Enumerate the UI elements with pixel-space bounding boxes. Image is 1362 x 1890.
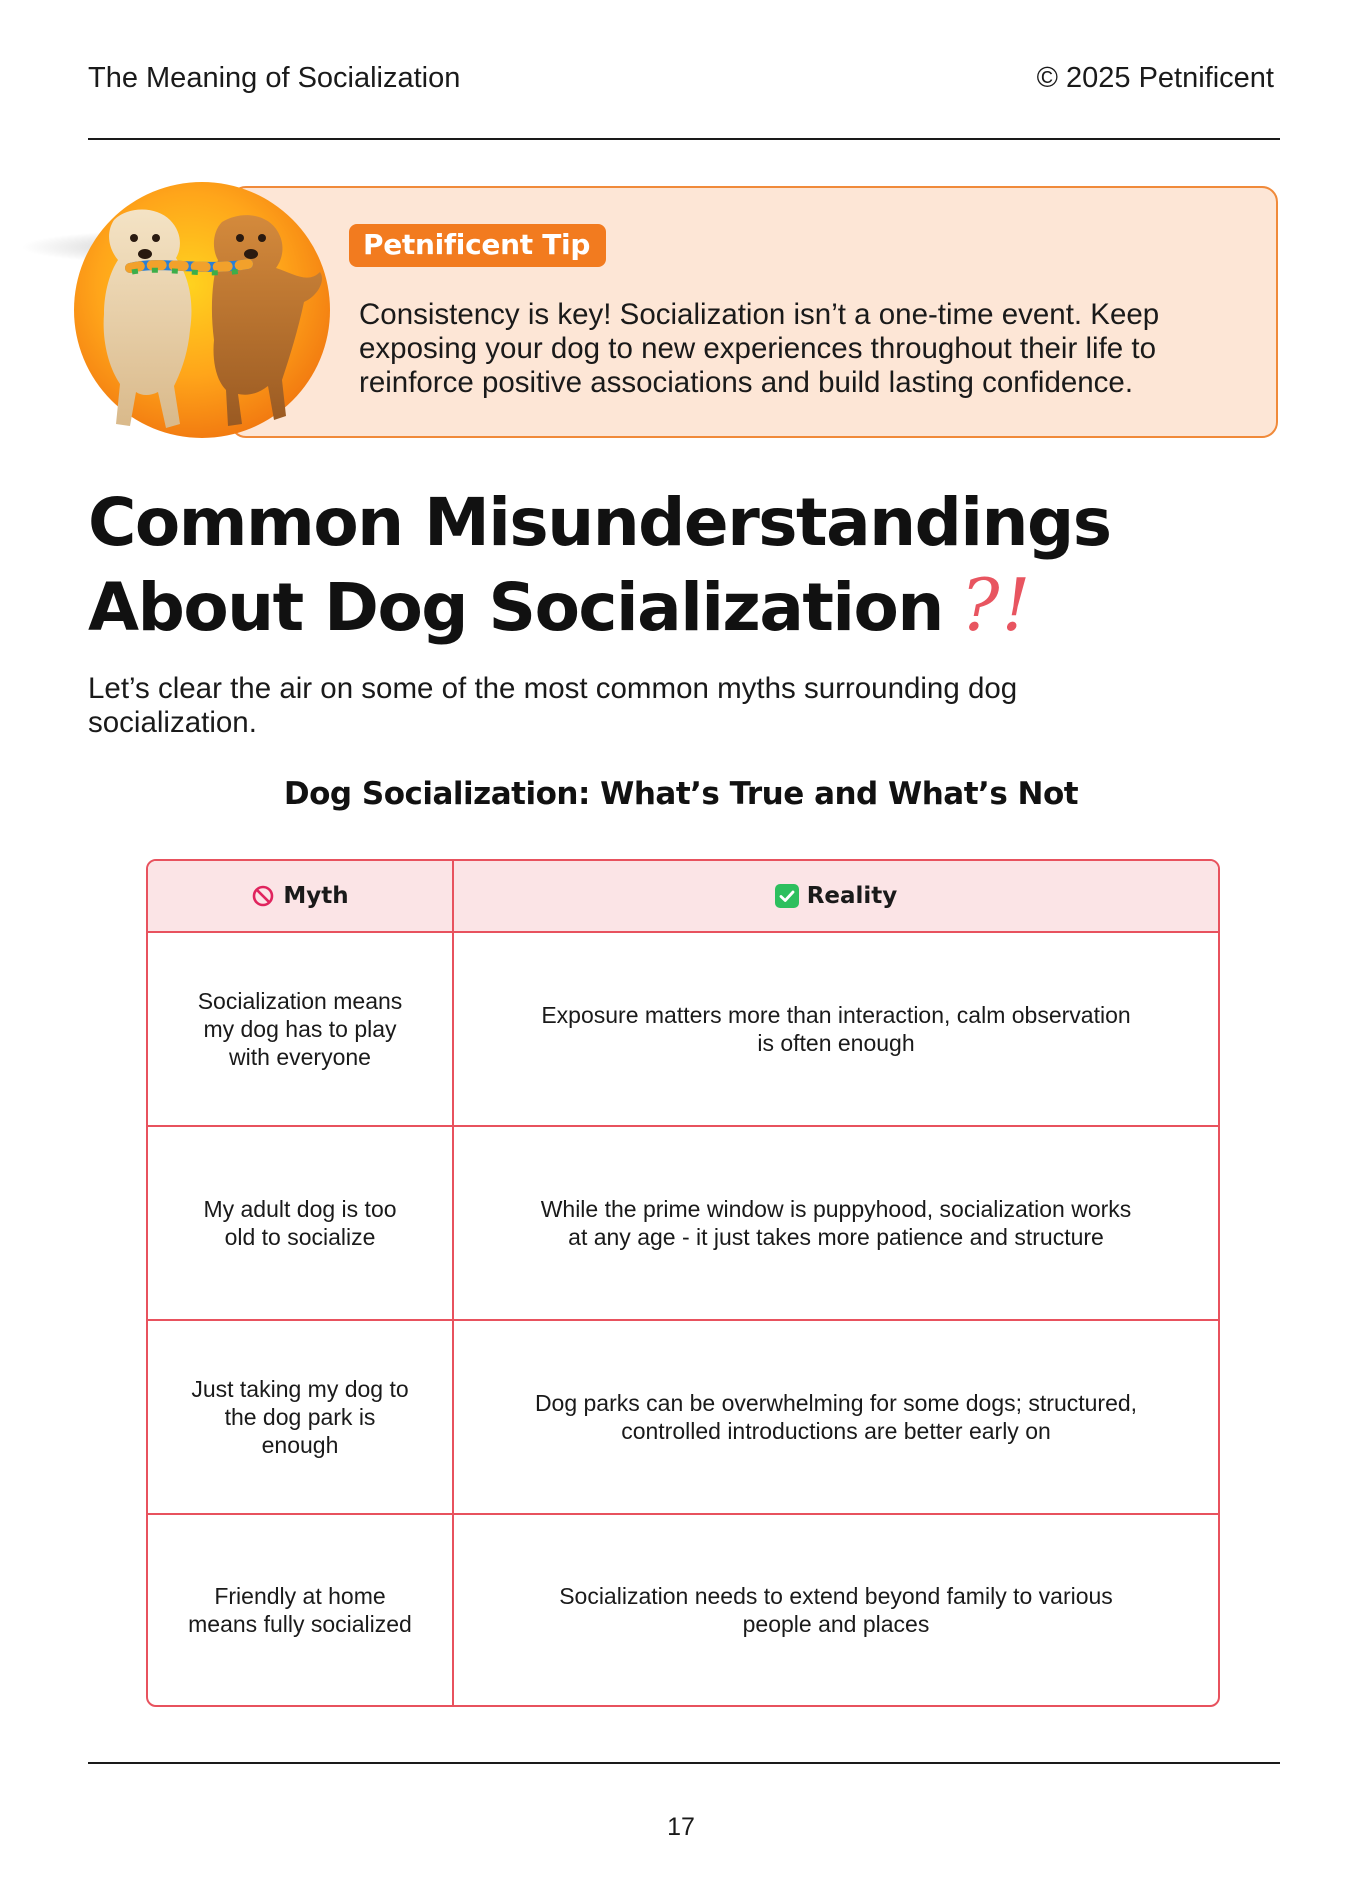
footer-divider xyxy=(88,1762,1280,1764)
table-row xyxy=(148,931,1218,1125)
tip-card xyxy=(230,186,1278,438)
page-title-line-1: Common Misunderstandings xyxy=(88,484,1111,561)
table-row xyxy=(148,1319,1218,1513)
reality-cell: Exposure matters more than interaction, calm observation is often enough xyxy=(541,1002,1131,1056)
reality-cell: Socialization needs to extend beyond family to various people and places xyxy=(559,1583,1113,1637)
myth-cell: Just taking my dog to the dog park is enough xyxy=(148,1321,454,1513)
check-mark-icon xyxy=(775,884,799,908)
myth-cell: Friendly at home means fully socialized xyxy=(148,1515,454,1705)
myth-reality-table xyxy=(146,859,1220,1707)
page-title-line-2 xyxy=(88,564,1288,649)
intro-paragraph: Let’s clear the air on some of the most common myths surrounding dog socialization. xyxy=(88,672,1018,739)
reality-cell: Dog parks can be overwhelming for some dogs; structured, controlled introductions are better early on xyxy=(534,1390,1138,1444)
page-title xyxy=(88,482,1288,649)
table-header-row xyxy=(148,861,1218,931)
copyright-notice: © 2025 Petnificent xyxy=(1036,61,1274,94)
table-header-myth-label: Myth xyxy=(283,883,349,909)
tip-badge: Petnificent Tip xyxy=(349,224,606,267)
table-header-myth xyxy=(148,861,454,931)
myth-cell: My adult dog is too old to socialize xyxy=(148,1127,454,1319)
page-number: 17 xyxy=(667,1813,695,1841)
section-title: The Meaning of Socialization xyxy=(88,61,461,94)
tip-text: Consistency is key! Socialization isn’t a one-time event. Keep exposing your dog to new experiences throughout their life to reinforce positive associations and build lasting confidence. xyxy=(359,298,1160,399)
reality-cell: While the prime window is puppyhood, socialization works at any age - it just takes more patience and structure xyxy=(540,1196,1132,1250)
table-row xyxy=(148,1513,1218,1705)
header-divider xyxy=(88,138,1280,140)
two-golden-retrievers-with-rope-toy-image xyxy=(72,180,342,450)
page-header xyxy=(88,58,1274,98)
table-header-reality xyxy=(454,861,1218,931)
myth-cell: Socialization means my dog has to play with everyone xyxy=(148,933,454,1125)
table-title: Dog Socialization: What’s True and What’s Not xyxy=(283,776,1079,812)
page-title-line-2-text: About Dog Socialization xyxy=(88,569,943,646)
prohibited-icon xyxy=(251,884,275,908)
table-header-reality-label: Reality xyxy=(806,883,898,909)
interrobang-icon: ?! xyxy=(960,563,1033,647)
table-row xyxy=(148,1125,1218,1319)
